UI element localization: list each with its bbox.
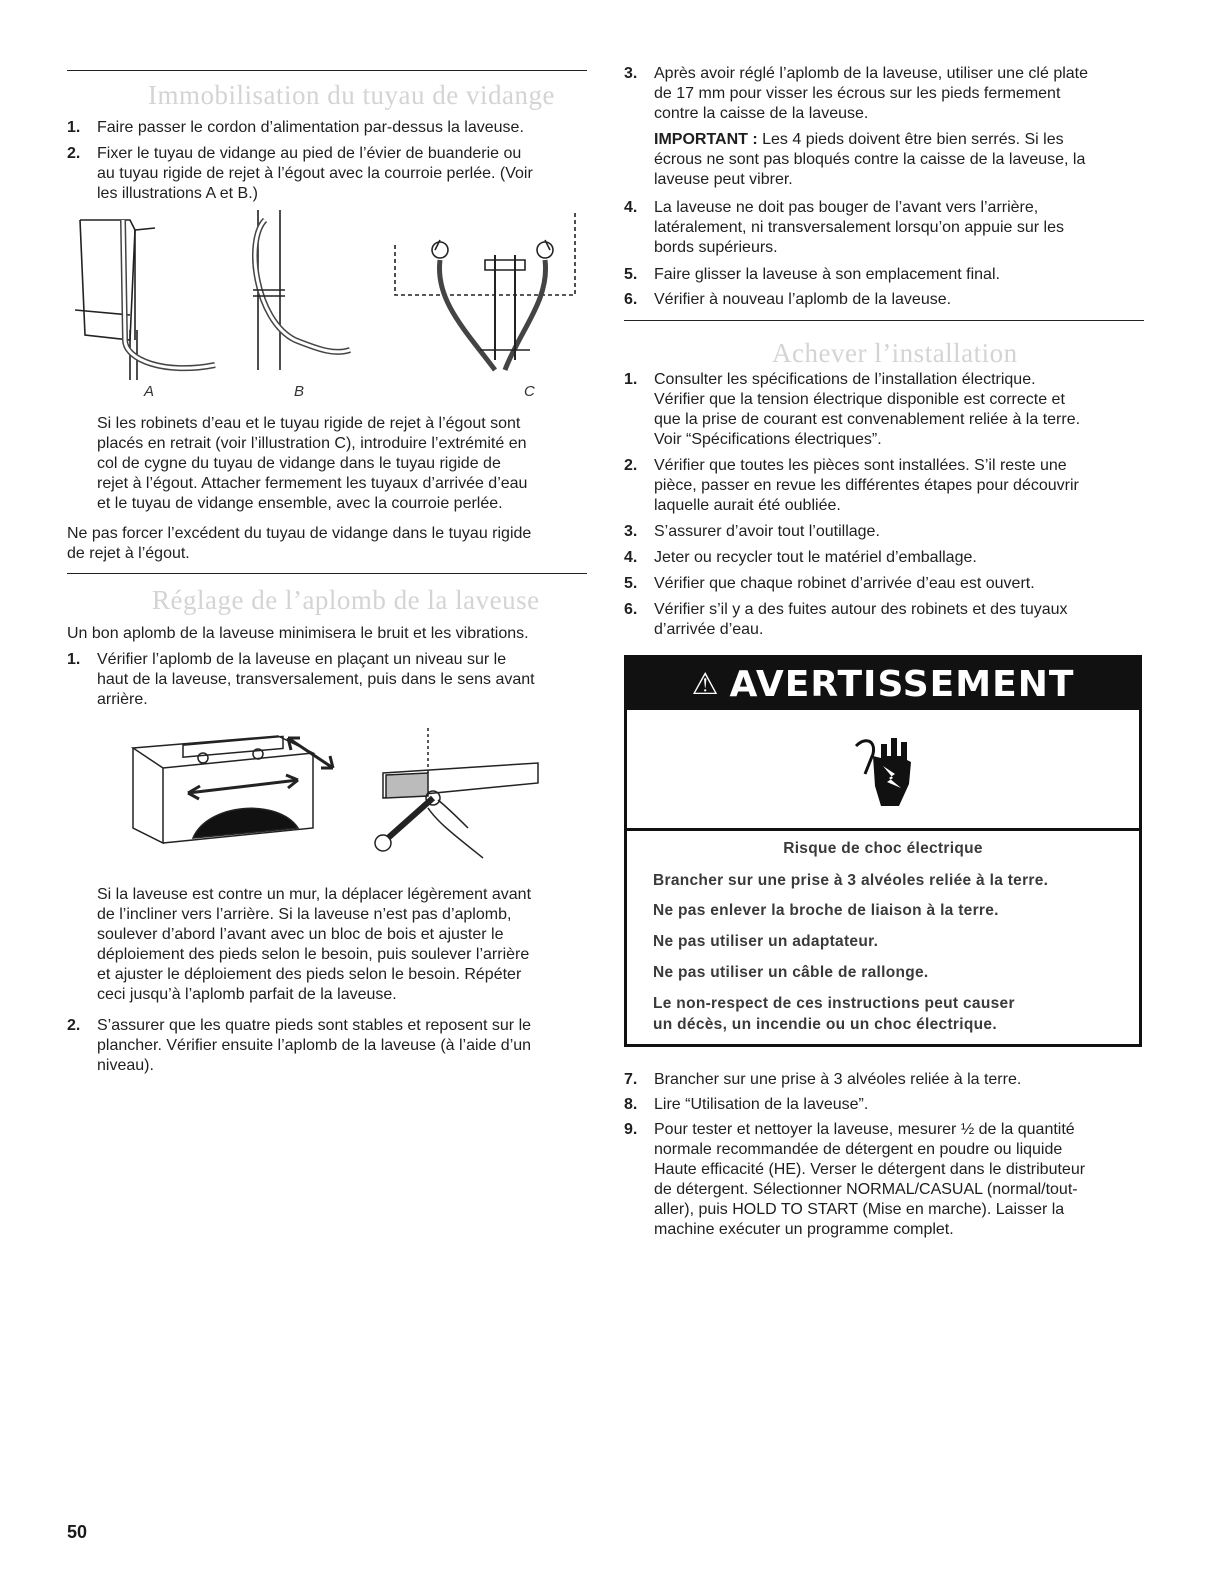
- drain-hose-illustration: [75, 200, 590, 385]
- paragraph-leveling-procedure: Si la laveuse est contre un mur, la déplacer légèrement avant de l’incliner vers l’arrière. Si la laveuse n’est pas d’aplomb, soulever d’abord l’avant avec un bloc de bois et ajuster le déploiement des pieds selon le besoin, puis soulever l’arrière et ajuster le déploiement des pieds selon le besoin. Répéter ceci jusqu’à l’aplomb parfait de la laveuse.: [97, 886, 532, 1003]
- paragraph-leveling-intro: Un bon aplomb de la laveuse minimisera le bruit et les vibrations.: [67, 625, 529, 642]
- section-heading-leveling: Réglage de l’aplomb de la laveuse: [152, 585, 540, 615]
- section-rule: [624, 320, 1144, 321]
- section-rule: [67, 70, 587, 71]
- warning-box: [624, 655, 1142, 1047]
- leveling-illustration: [128, 728, 543, 868]
- paragraph-recessed-faucets: Si les robinets d’eau et le tuyau rigide de rejet à l’égout sont placés en retrait (voir l’illustration C), introduire l’extrémité en col de cygne du tuyau de vidange dans le tuyau rigide de rejet à l’égout. Attacher fermement les tuyaux d’arrivée d’eau et le tuyau de vidange ensemble, avec la courroie perlée.: [97, 415, 528, 512]
- electric-shock-icon: [851, 726, 921, 816]
- warning-line: Ne pas utiliser un adaptateur.: [653, 933, 879, 950]
- section-rule: [67, 573, 587, 574]
- warning-line: Ne pas utiliser un câble de rallonge.: [653, 964, 929, 981]
- paragraph-excess-hose: Ne pas forcer l’excédent du tuyau de vidange dans le tuyau rigide de rejet à l’égout.: [67, 525, 532, 562]
- figure-label-a: A: [144, 383, 155, 400]
- section-heading-drain-hose: Immobilisation du tuyau de vidange: [148, 80, 555, 110]
- warning-header: [627, 658, 1139, 710]
- warning-line: Brancher sur une prise à 3 alvéoles reliée à la terre.: [653, 872, 1049, 889]
- warning-divider: [627, 828, 1139, 831]
- figure-label-b: B: [294, 383, 305, 400]
- warning-line: un décès, un incendie ou un choc électrique.: [653, 1016, 997, 1033]
- warning-line: Ne pas enlever la broche de liaison à la terre.: [653, 902, 999, 919]
- important-note: IMPORTANT : Les 4 pieds doivent être bien serrés. Si les écrous ne sont pas bloqués contre la caisse de la laveuse, la laveuse peut vibrer.: [654, 131, 1086, 188]
- section-heading-finish-install: Achever l’installation: [772, 338, 1018, 368]
- warning-line: Le non-respect de ces instructions peut causer: [653, 995, 1015, 1012]
- figure-label-c: C: [524, 383, 535, 400]
- page-number: 50: [67, 1522, 88, 1542]
- warning-title: AVERTISSEMENT: [729, 663, 1075, 705]
- warning-line: Risque de choc électrique: [783, 840, 983, 857]
- warning-triangle-icon: ⚠: [691, 666, 720, 702]
